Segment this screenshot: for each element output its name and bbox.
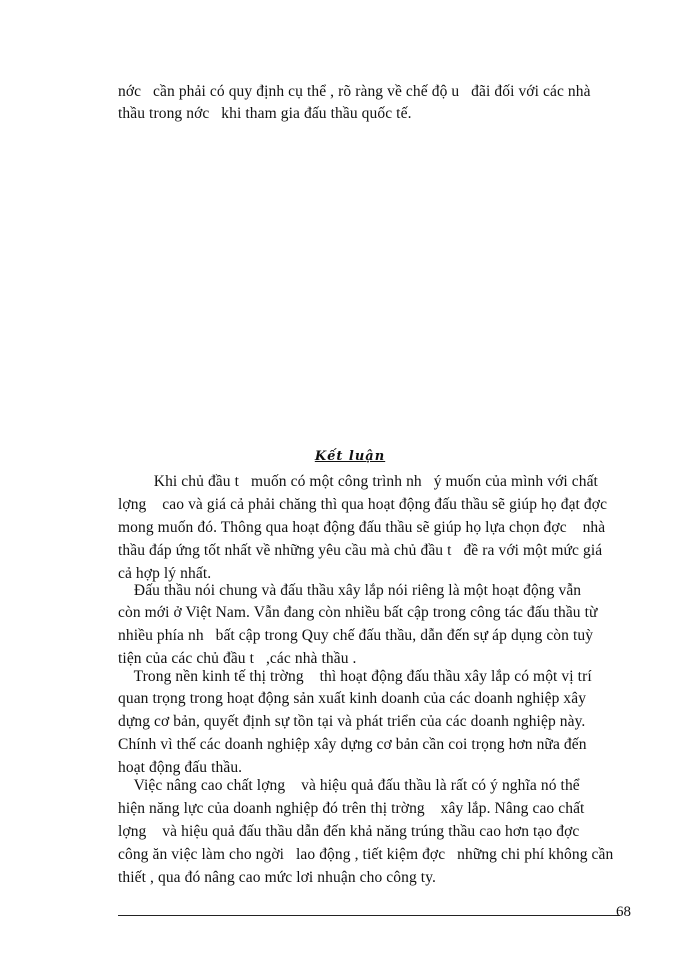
text-line: nhiều phía nh bất cập trong Quy chế đấu thầu, dẫn đến sự áp dụng còn tuỳ: [118, 627, 594, 644]
footer-rule: [118, 915, 620, 916]
text-line: Khi chủ đầu t muốn có một công trình nh ý muốn của mình với chất: [118, 473, 598, 490]
text-line: công ăn việc làm cho ngời lao động , tiết kiệm đợc những chi phí không cần: [118, 846, 614, 863]
text-line: quan trọng trong hoạt động sản xuất kinh doanh của các doanh nghiệp xây: [118, 690, 587, 707]
text-line: thầu trong nớc khi tham gia đấu thầu quốc tế.: [118, 105, 412, 122]
text-line: lợng và hiệu quả đấu thầu dẫn đến khả năng trúng thầu cao hơn tạo đợc: [118, 823, 580, 840]
text-line: thiết , qua đó nâng cao mức lơi nhuận cho công ty.: [118, 869, 437, 886]
page-number: 68: [616, 904, 631, 920]
text-line: hoạt động đấu thầu.: [118, 759, 243, 776]
text-line: còn mới ở Việt Nam. Vẫn đang còn nhiều bất cập trong công tác đấu thầu từ: [118, 604, 598, 621]
text-line: dựng cơ bản, quyết định sự tồn tại và phát triển của các doanh nghiệp này.: [118, 713, 586, 730]
text-line: mong muốn đó. Thông qua hoạt động đấu thầu sẽ giúp họ lựa chọn đợc nhà: [118, 519, 606, 536]
text-line: cả hợp lý nhất.: [118, 565, 212, 582]
text-line: hiện năng lực của doanh nghiệp đó trên thị trờng xây lắp. Nâng cao chất: [118, 800, 585, 817]
text-line: Trong nền kinh tế thị trờng thì hoạt động đấu thầu xây lắp có một vị trí: [118, 668, 592, 685]
text-line: Việc nâng cao chất lợng và hiệu quả đấu thầu là rất có ý nghĩa nó thể: [118, 777, 580, 794]
text-line: Chính vì thế các doanh nghiệp xây dựng cơ bản cần coi trọng hơn nữa đến: [118, 736, 587, 753]
text-line: tiện của các chủ đầu t ,các nhà thầu .: [118, 650, 357, 667]
text-line: lợng cao và giá cả phải chăng thì qua hoạt động đấu thầu sẽ giúp họ đạt đợc: [118, 496, 608, 513]
section-heading: Kết luận: [314, 449, 386, 464]
text-line: Đấu thầu nói chung và đấu thầu xây lắp nói riêng là một hoạt động vẫn: [118, 582, 582, 599]
text-line: thầu đáp ứng tốt nhất về những yêu cầu mà chủ đầu t đề ra với một mức giá: [118, 542, 603, 559]
text-line: nớc cần phải có quy định cụ thể , rõ ràng về chế độ u đãi đối với các nhà: [118, 83, 591, 100]
